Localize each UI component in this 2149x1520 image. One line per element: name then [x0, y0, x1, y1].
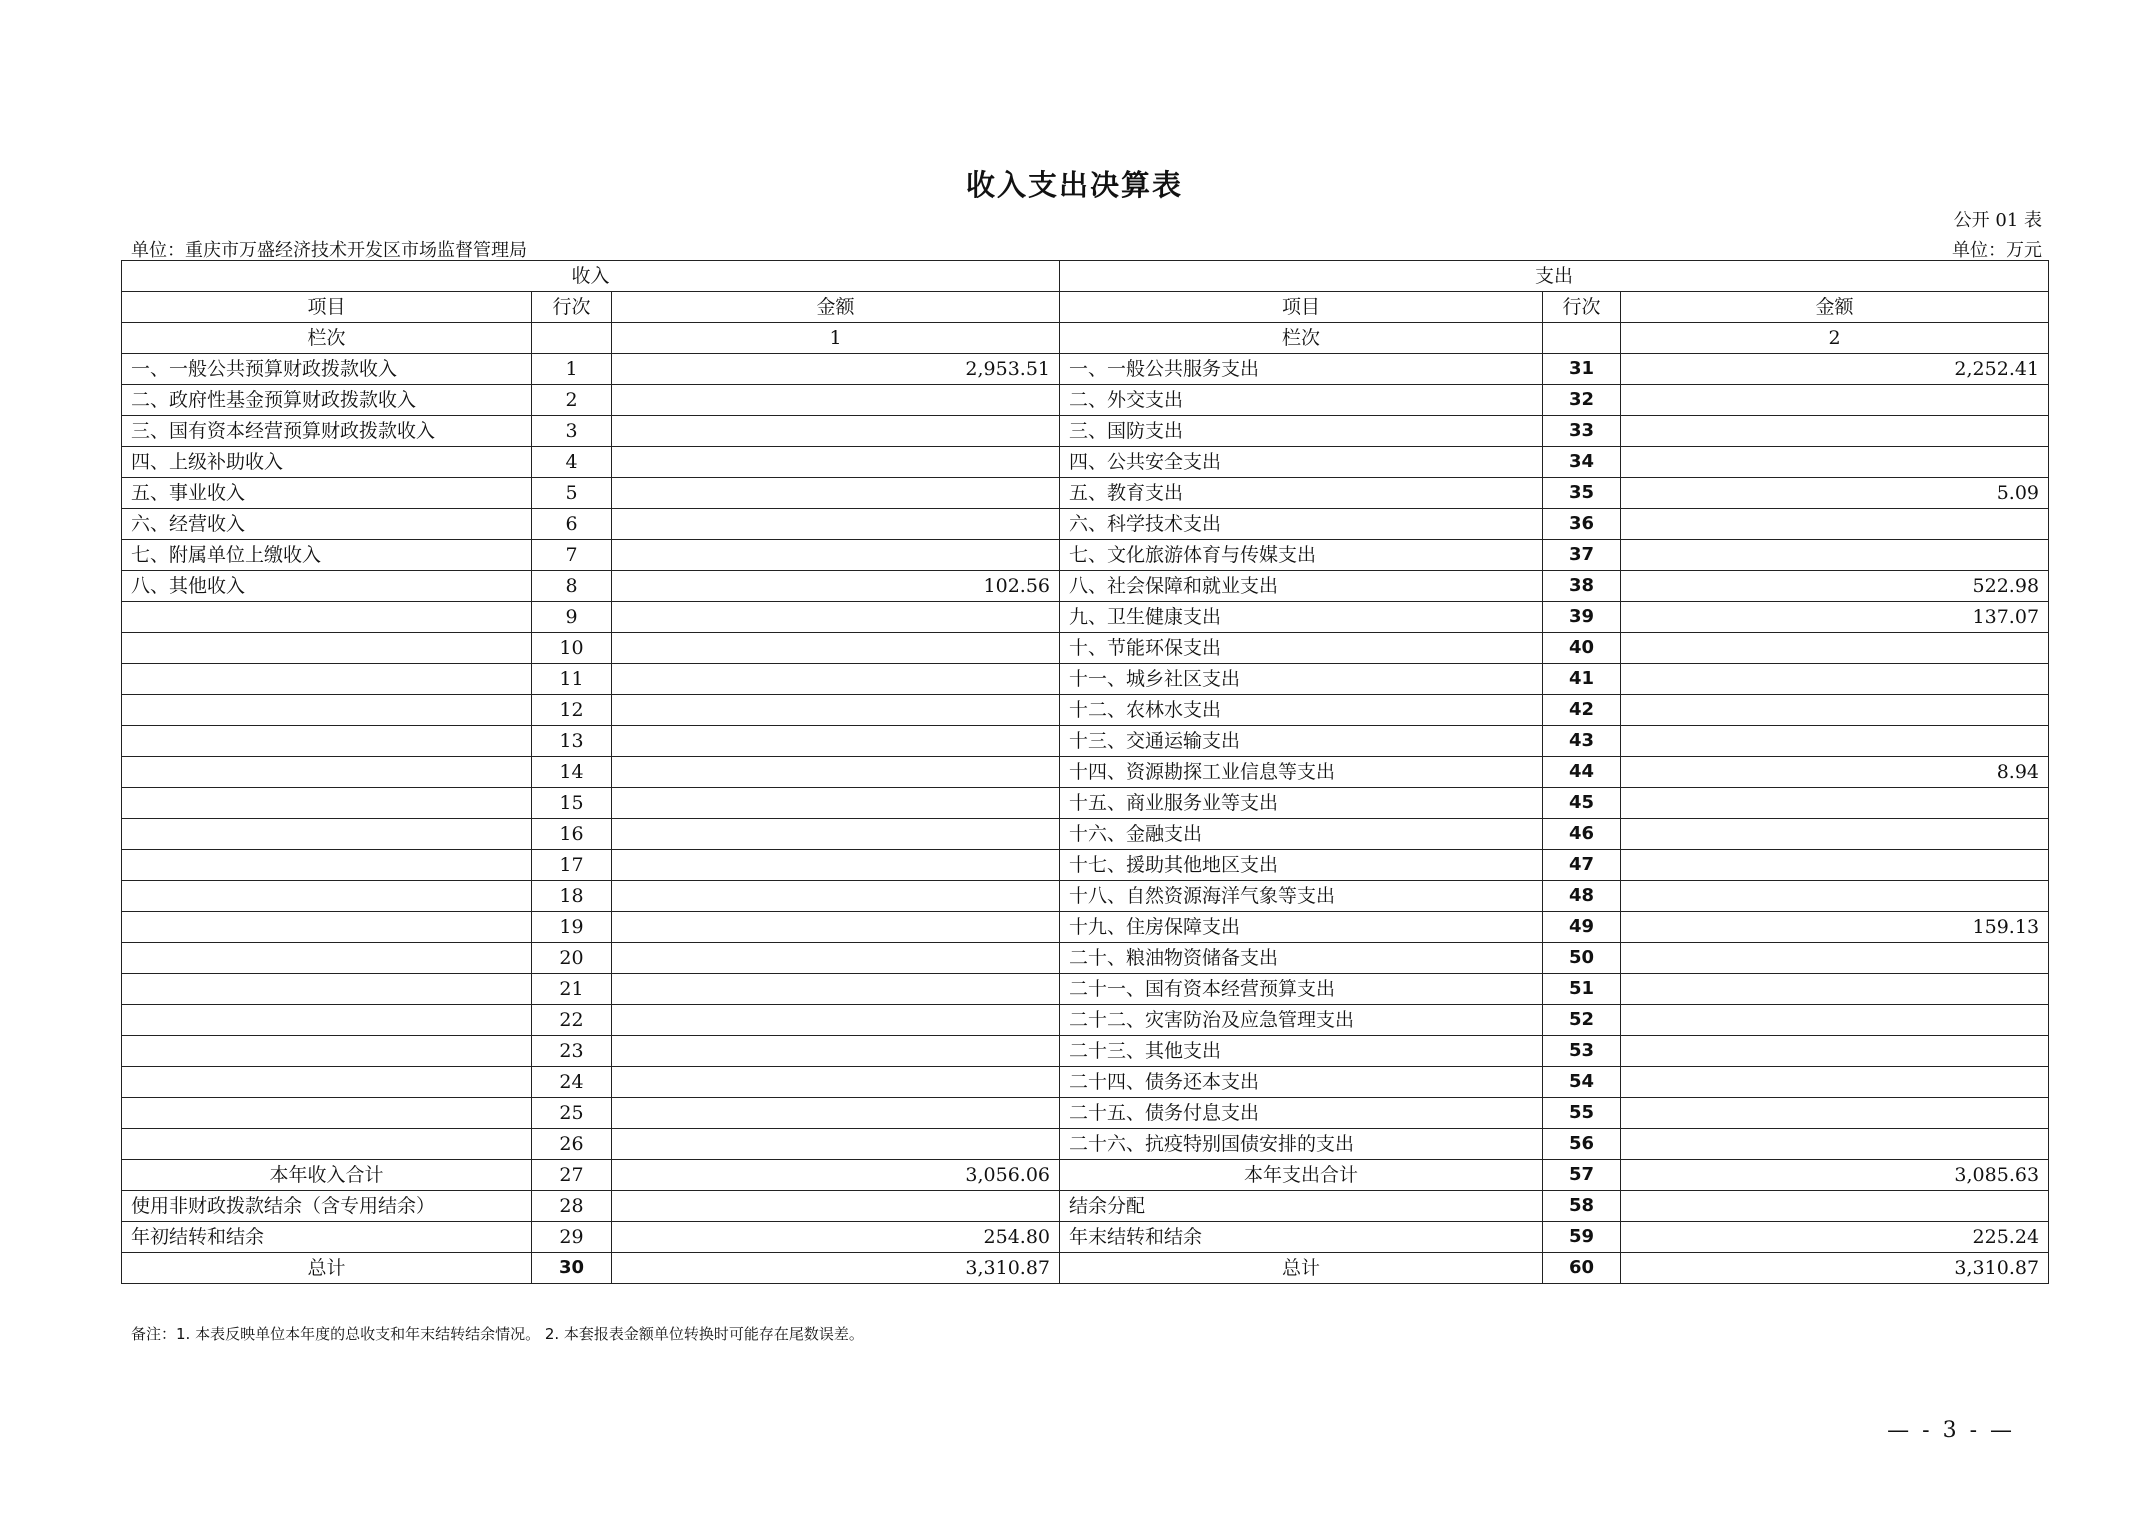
- income-column-index-blank: [532, 323, 612, 354]
- expense-amount: [1621, 943, 2049, 974]
- expense-amount: [1621, 509, 2049, 540]
- expense-amount: [1621, 695, 2049, 726]
- table-row: [122, 1036, 2049, 1067]
- expense-row-no: 37: [1543, 540, 1621, 571]
- expense-item: 十九、住房保障支出: [1060, 912, 1543, 943]
- income-amount: 2,953.51: [612, 354, 1060, 385]
- table-row: [122, 602, 2049, 633]
- table-row: [122, 757, 2049, 788]
- expense-total-row-no: 58: [1543, 1191, 1621, 1222]
- total-row: [122, 1222, 2049, 1253]
- income-total-amount: 3,310.87: [612, 1253, 1060, 1284]
- income-item: 八、其他收入: [122, 571, 532, 602]
- expense-row-no: 52: [1543, 1005, 1621, 1036]
- income-total-item: 本年收入合计: [122, 1160, 532, 1191]
- expense-amount: [1621, 819, 2049, 850]
- income-amount: [612, 912, 1060, 943]
- expense-total-item: 结余分配: [1060, 1191, 1543, 1222]
- expense-row-no-header: 行次: [1543, 292, 1621, 323]
- income-row-no: 22: [532, 1005, 612, 1036]
- table-row: [122, 1129, 2049, 1160]
- income-total-row-no: 27: [532, 1160, 612, 1191]
- expense-item: 六、科学技术支出: [1060, 509, 1543, 540]
- income-amount: [612, 633, 1060, 664]
- income-row-no: 26: [532, 1129, 612, 1160]
- income-row-no: 10: [532, 633, 612, 664]
- income-total-item: 年初结转和结余: [122, 1222, 532, 1253]
- table-row: [122, 385, 2049, 416]
- income-amount: [612, 819, 1060, 850]
- expense-amount: [1621, 726, 2049, 757]
- income-item: [122, 943, 532, 974]
- expense-item: 二十五、债务付息支出: [1060, 1098, 1543, 1129]
- expense-amount: [1621, 664, 2049, 695]
- expense-amount: 8.94: [1621, 757, 2049, 788]
- expense-row-no: 33: [1543, 416, 1621, 447]
- income-item: [122, 664, 532, 695]
- income-item: [122, 819, 532, 850]
- expense-amount: 137.07: [1621, 602, 2049, 633]
- income-item: [122, 1098, 532, 1129]
- income-item: [122, 633, 532, 664]
- expense-row-no: 54: [1543, 1067, 1621, 1098]
- expense-row-no: 53: [1543, 1036, 1621, 1067]
- table-row: [122, 912, 2049, 943]
- expense-row-no: 36: [1543, 509, 1621, 540]
- income-column-index: 1: [612, 323, 1060, 354]
- expense-row-no: 45: [1543, 788, 1621, 819]
- expense-item: 五、教育支出: [1060, 478, 1543, 509]
- income-row-no: 20: [532, 943, 612, 974]
- income-row-no: 14: [532, 757, 612, 788]
- expense-amount: [1621, 416, 2049, 447]
- expense-item: 十八、自然资源海洋气象等支出: [1060, 881, 1543, 912]
- income-total-amount: [612, 1191, 1060, 1222]
- income-row-no: 18: [532, 881, 612, 912]
- income-amount: [612, 385, 1060, 416]
- income-amount: [612, 664, 1060, 695]
- page-title: 收入支出决算表: [965, 168, 1183, 202]
- income-amount: [612, 509, 1060, 540]
- income-amount: [612, 1067, 1060, 1098]
- income-expense-table: [121, 260, 2049, 1284]
- income-row-no: 7: [532, 540, 612, 571]
- income-amount: [612, 757, 1060, 788]
- income-item: [122, 788, 532, 819]
- expense-total-row-no: 57: [1543, 1160, 1621, 1191]
- income-amount: [612, 478, 1060, 509]
- income-amount: [612, 695, 1060, 726]
- currency-unit: 单位：万元: [1952, 240, 2042, 261]
- table-row: [122, 540, 2049, 571]
- expense-amount: [1621, 974, 2049, 1005]
- expense-row-no: 31: [1543, 354, 1621, 385]
- table-row: [122, 943, 2049, 974]
- income-row-no: 19: [532, 912, 612, 943]
- income-item: [122, 602, 532, 633]
- expense-item: 七、文化旅游体育与传媒支出: [1060, 540, 1543, 571]
- expense-amount: [1621, 1036, 2049, 1067]
- expense-row-no: 44: [1543, 757, 1621, 788]
- expense-row-no: 41: [1543, 664, 1621, 695]
- income-row-no: 24: [532, 1067, 612, 1098]
- expense-item: 八、社会保障和就业支出: [1060, 571, 1543, 602]
- income-amount: [612, 447, 1060, 478]
- income-total-item: 总计: [122, 1253, 532, 1284]
- expense-amount: [1621, 788, 2049, 819]
- income-row-no: 12: [532, 695, 612, 726]
- total-row: [122, 1253, 2049, 1284]
- total-row: [122, 1191, 2049, 1222]
- income-row-no: 17: [532, 850, 612, 881]
- income-section-header: 收入: [122, 261, 1060, 292]
- expense-item: 十一、城乡社区支出: [1060, 664, 1543, 695]
- expense-total-amount: 3,310.87: [1621, 1253, 2049, 1284]
- expense-column-label: 栏次: [1060, 323, 1543, 354]
- income-total-amount: 254.80: [612, 1222, 1060, 1253]
- expense-row-no: 46: [1543, 819, 1621, 850]
- expense-amount: [1621, 881, 2049, 912]
- income-row-no: 23: [532, 1036, 612, 1067]
- table-row: [122, 664, 2049, 695]
- table-row: [122, 1067, 2049, 1098]
- income-amount: [612, 1098, 1060, 1129]
- table-row: [122, 788, 2049, 819]
- expense-row-no: 38: [1543, 571, 1621, 602]
- column-index-row: [122, 323, 2049, 354]
- expense-total-item: 年末结转和结余: [1060, 1222, 1543, 1253]
- income-total-item: 使用非财政拨款结余（含专用结余）: [122, 1191, 532, 1222]
- expense-item: 二十二、灾害防治及应急管理支出: [1060, 1005, 1543, 1036]
- income-item: [122, 1036, 532, 1067]
- expense-row-no: 47: [1543, 850, 1621, 881]
- income-item: [122, 881, 532, 912]
- table-row: [122, 974, 2049, 1005]
- income-row-no: 4: [532, 447, 612, 478]
- expense-row-no: 42: [1543, 695, 1621, 726]
- table-row: [122, 509, 2049, 540]
- income-amount: [612, 1005, 1060, 1036]
- table-row: [122, 819, 2049, 850]
- income-item: 三、国有资本经营预算财政拨款收入: [122, 416, 532, 447]
- expense-amount: 5.09: [1621, 478, 2049, 509]
- income-item: 六、经营收入: [122, 509, 532, 540]
- income-row-no: 21: [532, 974, 612, 1005]
- income-amount: [612, 416, 1060, 447]
- income-amount: [612, 974, 1060, 1005]
- expense-row-no: 40: [1543, 633, 1621, 664]
- income-item: 二、政府性基金预算财政拨款收入: [122, 385, 532, 416]
- income-amount: [612, 1129, 1060, 1160]
- expense-row-no: 50: [1543, 943, 1621, 974]
- income-row-no: 2: [532, 385, 612, 416]
- expense-total-row-no: 60: [1543, 1253, 1621, 1284]
- expense-amount-header: 金额: [1621, 292, 2049, 323]
- table-row: [122, 726, 2049, 757]
- income-amount: [612, 602, 1060, 633]
- income-row-no: 3: [532, 416, 612, 447]
- expense-item: 十三、交通运输支出: [1060, 726, 1543, 757]
- income-item: 七、附属单位上缴收入: [122, 540, 532, 571]
- table-row: [122, 354, 2049, 385]
- expense-total-amount: [1621, 1191, 2049, 1222]
- expense-column-index-blank: [1543, 323, 1621, 354]
- expense-item: 二十一、国有资本经营预算支出: [1060, 974, 1543, 1005]
- expense-item: 二十三、其他支出: [1060, 1036, 1543, 1067]
- income-item: [122, 974, 532, 1005]
- income-item: [122, 1129, 532, 1160]
- income-amount: 102.56: [612, 571, 1060, 602]
- expense-row-no: 51: [1543, 974, 1621, 1005]
- expense-row-no: 39: [1543, 602, 1621, 633]
- expense-item: 一、一般公共服务支出: [1060, 354, 1543, 385]
- expense-item: 二十、粮油物资储备支出: [1060, 943, 1543, 974]
- table-row: [122, 633, 2049, 664]
- table-row: [122, 695, 2049, 726]
- expense-total-amount: 3,085.63: [1621, 1160, 2049, 1191]
- income-amount: [612, 788, 1060, 819]
- expense-amount: [1621, 1005, 2049, 1036]
- footnote: 备注：1. 本表反映单位本年度的总收支和年末结转结余情况。 2. 本套报表金额单位转换时可能存在尾数误差。: [131, 1325, 864, 1343]
- income-item: [122, 695, 532, 726]
- income-column-label: 栏次: [122, 323, 532, 354]
- income-amount: [612, 726, 1060, 757]
- expense-amount: [1621, 385, 2049, 416]
- expense-item: 十七、援助其他地区支出: [1060, 850, 1543, 881]
- expense-row-no: 48: [1543, 881, 1621, 912]
- income-row-no: 13: [532, 726, 612, 757]
- expense-amount: [1621, 1129, 2049, 1160]
- expense-column-index: 2: [1621, 323, 2049, 354]
- expense-item: 二十四、债务还本支出: [1060, 1067, 1543, 1098]
- income-item: [122, 1067, 532, 1098]
- expense-item: 二十六、抗疫特别国债安排的支出: [1060, 1129, 1543, 1160]
- table-row: [122, 1098, 2049, 1129]
- income-row-no: 1: [532, 354, 612, 385]
- expense-amount: [1621, 447, 2049, 478]
- table-row: [122, 447, 2049, 478]
- total-row: [122, 1160, 2049, 1191]
- income-row-no: 6: [532, 509, 612, 540]
- income-row-no: 8: [532, 571, 612, 602]
- expense-item: 十、节能环保支出: [1060, 633, 1543, 664]
- expense-amount: [1621, 1067, 2049, 1098]
- expense-item: 九、卫生健康支出: [1060, 602, 1543, 633]
- expense-item-header: 项目: [1060, 292, 1543, 323]
- expense-total-amount: 225.24: [1621, 1222, 2049, 1253]
- income-row-no: 5: [532, 478, 612, 509]
- expense-row-no: 49: [1543, 912, 1621, 943]
- expense-item: 十六、金融支出: [1060, 819, 1543, 850]
- income-row-no: 25: [532, 1098, 612, 1129]
- income-item: [122, 850, 532, 881]
- expense-total-row-no: 59: [1543, 1222, 1621, 1253]
- income-amount: [612, 943, 1060, 974]
- expense-amount: [1621, 850, 2049, 881]
- income-total-amount: 3,056.06: [612, 1160, 1060, 1191]
- table-row: [122, 571, 2049, 602]
- income-row-no: 16: [532, 819, 612, 850]
- income-item: [122, 726, 532, 757]
- expense-amount: [1621, 633, 2049, 664]
- table-row: [122, 850, 2049, 881]
- expense-item: 四、公共安全支出: [1060, 447, 1543, 478]
- income-row-no-header: 行次: [532, 292, 612, 323]
- income-total-row-no: 28: [532, 1191, 612, 1222]
- income-amount: [612, 850, 1060, 881]
- income-item: 一、一般公共预算财政拨款收入: [122, 354, 532, 385]
- expense-total-item: 总计: [1060, 1253, 1543, 1284]
- page-number: — - 3 - —: [1887, 1418, 2015, 1443]
- income-row-no: 11: [532, 664, 612, 695]
- income-row-no: 15: [532, 788, 612, 819]
- expense-amount: 159.13: [1621, 912, 2049, 943]
- form-number: 公开 01 表: [1953, 210, 2042, 231]
- table-row: [122, 881, 2049, 912]
- expense-amount: [1621, 1098, 2049, 1129]
- expense-item: 十二、农林水支出: [1060, 695, 1543, 726]
- income-item-header: 项目: [122, 292, 532, 323]
- expense-row-no: 32: [1543, 385, 1621, 416]
- expense-item: 三、国防支出: [1060, 416, 1543, 447]
- expense-row-no: 55: [1543, 1098, 1621, 1129]
- table-row: [122, 416, 2049, 447]
- income-item: 四、上级补助收入: [122, 447, 532, 478]
- expense-row-no: 43: [1543, 726, 1621, 757]
- expense-row-no: 34: [1543, 447, 1621, 478]
- expense-amount: [1621, 540, 2049, 571]
- income-item: [122, 757, 532, 788]
- expense-item: 二、外交支出: [1060, 385, 1543, 416]
- income-row-no: 9: [532, 602, 612, 633]
- expense-section-header: 支出: [1060, 261, 2049, 292]
- reporting-unit: 单位：重庆市万盛经济技术开发区市场监督管理局: [131, 240, 527, 261]
- income-amount: [612, 540, 1060, 571]
- income-amount: [612, 1036, 1060, 1067]
- income-item: 五、事业收入: [122, 478, 532, 509]
- expense-row-no: 35: [1543, 478, 1621, 509]
- table-row: [122, 478, 2049, 509]
- column-header-row: [122, 292, 2049, 323]
- expense-row-no: 56: [1543, 1129, 1621, 1160]
- expense-item: 十五、商业服务业等支出: [1060, 788, 1543, 819]
- expense-amount: 522.98: [1621, 571, 2049, 602]
- income-total-row-no: 29: [532, 1222, 612, 1253]
- section-header-row: [122, 261, 2049, 292]
- expense-item: 十四、资源勘探工业信息等支出: [1060, 757, 1543, 788]
- income-amount-header: 金额: [612, 292, 1060, 323]
- income-amount: [612, 881, 1060, 912]
- expense-amount: 2,252.41: [1621, 354, 2049, 385]
- expense-total-item: 本年支出合计: [1060, 1160, 1543, 1191]
- income-item: [122, 1005, 532, 1036]
- table-row: [122, 1005, 2049, 1036]
- income-total-row-no: 30: [532, 1253, 612, 1284]
- income-item: [122, 912, 532, 943]
